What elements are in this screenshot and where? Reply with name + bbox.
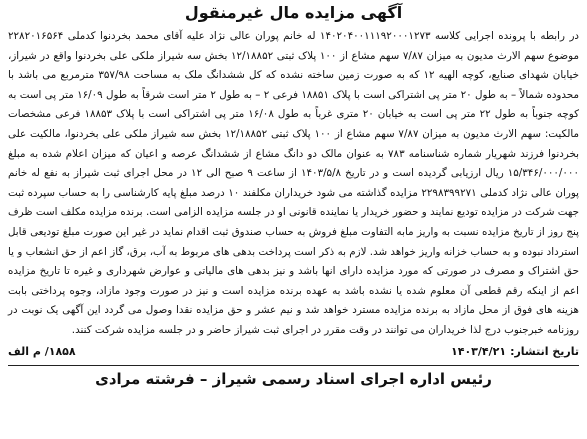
notice-title: آگهی مزایده مال غیرمنقول [184,3,403,22]
notice-meta-row [8,343,579,361]
reference-number: ۱۸۵۸/ م الف [8,344,76,358]
signature-line: رئیس اداره اجرای اسناد رسمی شیراز – فرشته مرادی [95,369,492,388]
publish-date-group [451,343,579,361]
notice-body: در رابطه با پرونده اجرایی کلاسه ۱۴۰۲۰۴۰۰۱۱۱۹۲۰۰۰۱۲۷۳ له خانم پوران عالی نژاد علیه آقای محمد بخردنوا کدملی ۲۲۸۲۰۱۶۵۶۴ موضوع سهم الارث مدیون به میزان ۷/۸۷ سهم مشاع از ۱۰۰ پلاک ثبتی ۱۲/۱۸۸۵۲ بخش سه شیراز ملکی علی بخردنوا واقع در شیراز، خیابان شهدای صنایع، کوچه الهیه ۱۲ که به صورت زمین ساخته نشده که کل ششدانگ ملک به مساحت ۳۵۷/۹۸ مترمربع می باشد با محدوده شمالاً – به طول ۲۰ متر پی اشتراکی است با پلاک ۱۸۸۵۱ فرعی ۲ – به طول ۲ متر است شرقاً به طول ۱۶/۰۹ متر پی است به کوچه جنوباً به طول ۲۲ متر پی است به خیابان ۲۰ متری غرباً به طول ۱۶/۰۸ متر پی اشتراکی است با پلاک ۱۸۸۵۳ فرعی مشخصات مالکیت: سهم الارث مدیون به میزان ۷/۸۷ سهم مشاع از ۱۰۰ پلاک ثبتی ۱۲/۱۸۸۵۲ بخش سه شیراز ملکی علی بخردنوا، مالکیت علی بخردنوا فرزند شهریار شماره شناسنامه ۷۸۳ به عنوان مالک دو دانگ مشاع از ششدانگ عرصه و اعیان که میزان اعلام شده به مبلغ ۱۵/۳۴۶/۰۰۰/۰۰۰ ریال ارزیابی گردیده است و در تاریخ ۱۴۰۳/۵/۸ از ساعت ۹ صبح الی ۱۲ در محل اجرای ثبت شیراز به نفع له خانم پوران عالی نژاد کدملی ۲۲۹۸۳۹۹۲۷۱ مزایده گذاشته می شود خریداران مکلفند ۱۰ درصد مبلغ پایه کارشناسی را به حساب سپرده ثبت جهت شرکت در مزایده تودیع نمایند و حضور خریدار یا نماینده قانونی او در جلسه مزایده الزامی است. برنده مزایده مکلف است ظرف پنج روز از تاریخ مزایده نسبت به واریز مابه التفاوت مبلغ فروش به حساب صندوق ثبت اقدام نماید در غیر این صورت مبلغ تودیعی قابل استرداد نبوده و به حساب خزانه واریز خواهد شد. لازم به ذکر است پرداخت بدهی های مربوط به آب، برق، گاز اعم از حق انشعاب و یا حق اشتراک و مصرف در صورتی که مورد مزایده دارای انها باشد و نیز بدهی های مالیاتی و عوارض شهرداری و غیره تا تاریخ مزایده اعم از اینکه رقم قطعی آن معلوم شده یا نشده باشد به عهده برنده مزایده است و نیز در صورت وجود مازاد، وجوه پرداختی بابت هزینه های فوق از محل مازاد به برنده مزایده مسترد خواهد شد و نیم عشر و حق مزایده نقدا وصول می گردد این آگهی یک نوبت در روزنامه خبرجنوب درج لذا خریداران می توانند در وقت مقرر در اجرای ثبت شیراز حاضر و در جلسه مزایده شرکت کنند. [8,30,580,336]
signature-divider [8,365,579,366]
publish-date-value: ۱۴۰۳/۴/۲۱ [451,344,507,358]
publish-date-label: تاریخ انتشار: [510,344,579,358]
